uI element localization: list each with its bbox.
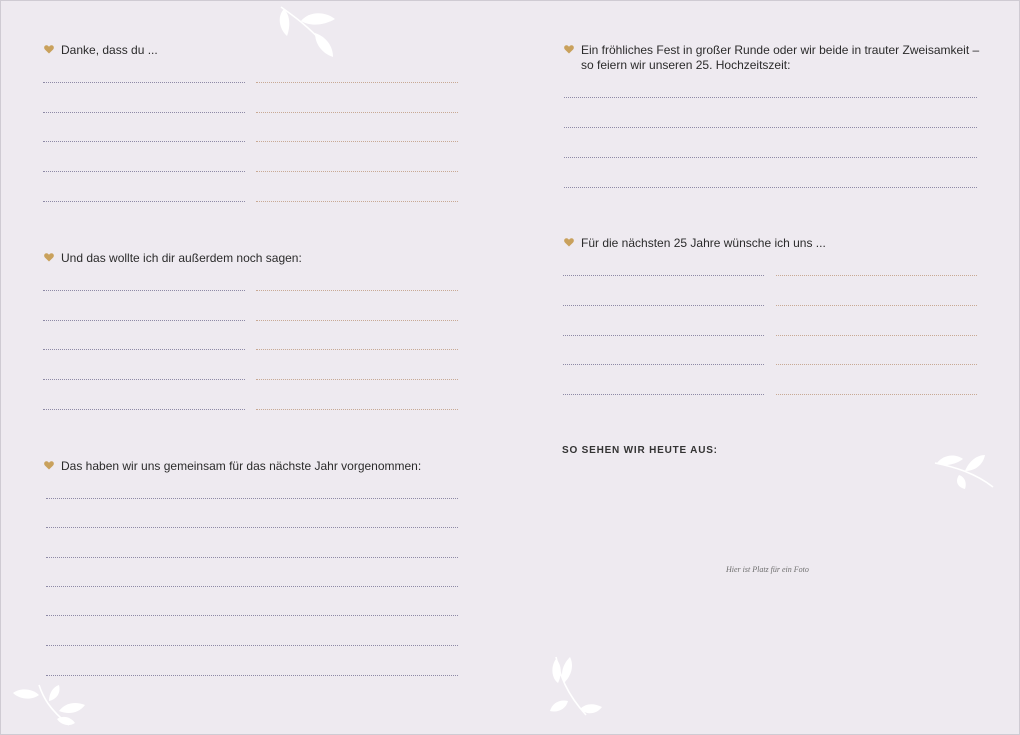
writing-line[interactable] — [43, 201, 245, 202]
leaf-sprig-icon — [546, 653, 606, 719]
heart-icon — [44, 45, 54, 54]
prompt-celebration-line2: so feiern wir unseren 25. Hochzeitszeit: — [581, 58, 791, 72]
writing-line[interactable] — [563, 394, 764, 395]
writing-line[interactable] — [43, 379, 245, 380]
heart-icon — [564, 45, 574, 54]
writing-line[interactable] — [46, 527, 458, 528]
leaf-sprig-icon — [275, 3, 351, 59]
writing-line[interactable] — [43, 290, 245, 291]
writing-line[interactable] — [256, 290, 458, 291]
writing-line[interactable] — [43, 320, 245, 321]
writing-line[interactable] — [46, 498, 458, 499]
writing-line[interactable] — [564, 187, 977, 188]
writing-line[interactable] — [43, 171, 245, 172]
leaf-sprig-icon — [931, 451, 997, 491]
prompt-celebration-line1: Ein fröhliches Fest in großer Runde oder wir beide in trauter Zweisamkeit – — [581, 43, 980, 57]
writing-line[interactable] — [256, 320, 458, 321]
heart-icon — [564, 238, 574, 247]
prompt-thanks: Danke, dass du ... — [61, 43, 158, 57]
prompt-additional: Und das wollte ich dir außerdem noch sagen: — [61, 251, 302, 265]
prompt-plans: Das haben wir uns gemeinsam für das nächste Jahr vorgenommen: — [61, 459, 422, 473]
writing-line[interactable] — [256, 409, 458, 410]
prompt-wishes: Für die nächsten 25 Jahre wünsche ich uns ... — [581, 236, 826, 250]
writing-line[interactable] — [46, 645, 458, 646]
writing-line[interactable] — [43, 112, 245, 113]
writing-line[interactable] — [564, 127, 977, 128]
writing-line[interactable] — [43, 349, 245, 350]
writing-line[interactable] — [46, 615, 458, 616]
leaf-sprig-icon — [9, 681, 89, 727]
writing-line[interactable] — [256, 349, 458, 350]
writing-line[interactable] — [256, 171, 458, 172]
writing-line[interactable] — [256, 201, 458, 202]
writing-line[interactable] — [776, 394, 977, 395]
writing-line[interactable] — [256, 141, 458, 142]
writing-line[interactable] — [563, 335, 764, 336]
writing-line[interactable] — [256, 82, 458, 83]
writing-line[interactable] — [776, 275, 977, 276]
writing-line[interactable] — [43, 141, 245, 142]
writing-line[interactable] — [46, 586, 458, 587]
writing-line[interactable] — [43, 409, 245, 410]
writing-line[interactable] — [256, 112, 458, 113]
writing-line[interactable] — [46, 675, 458, 676]
photo-placeholder-caption: Hier ist Platz für ein Foto — [726, 565, 809, 574]
writing-line[interactable] — [564, 97, 977, 98]
writing-line[interactable] — [776, 305, 977, 306]
writing-line[interactable] — [776, 335, 977, 336]
writing-line[interactable] — [564, 157, 977, 158]
heart-icon — [44, 253, 54, 262]
writing-line[interactable] — [256, 379, 458, 380]
writing-line[interactable] — [563, 275, 764, 276]
writing-line[interactable] — [46, 557, 458, 558]
writing-line[interactable] — [563, 305, 764, 306]
photo-heading: SO SEHEN WIR HEUTE AUS: — [562, 445, 718, 456]
writing-line[interactable] — [43, 82, 245, 83]
writing-line[interactable] — [563, 364, 764, 365]
writing-line[interactable] — [776, 364, 977, 365]
heart-icon — [44, 461, 54, 470]
